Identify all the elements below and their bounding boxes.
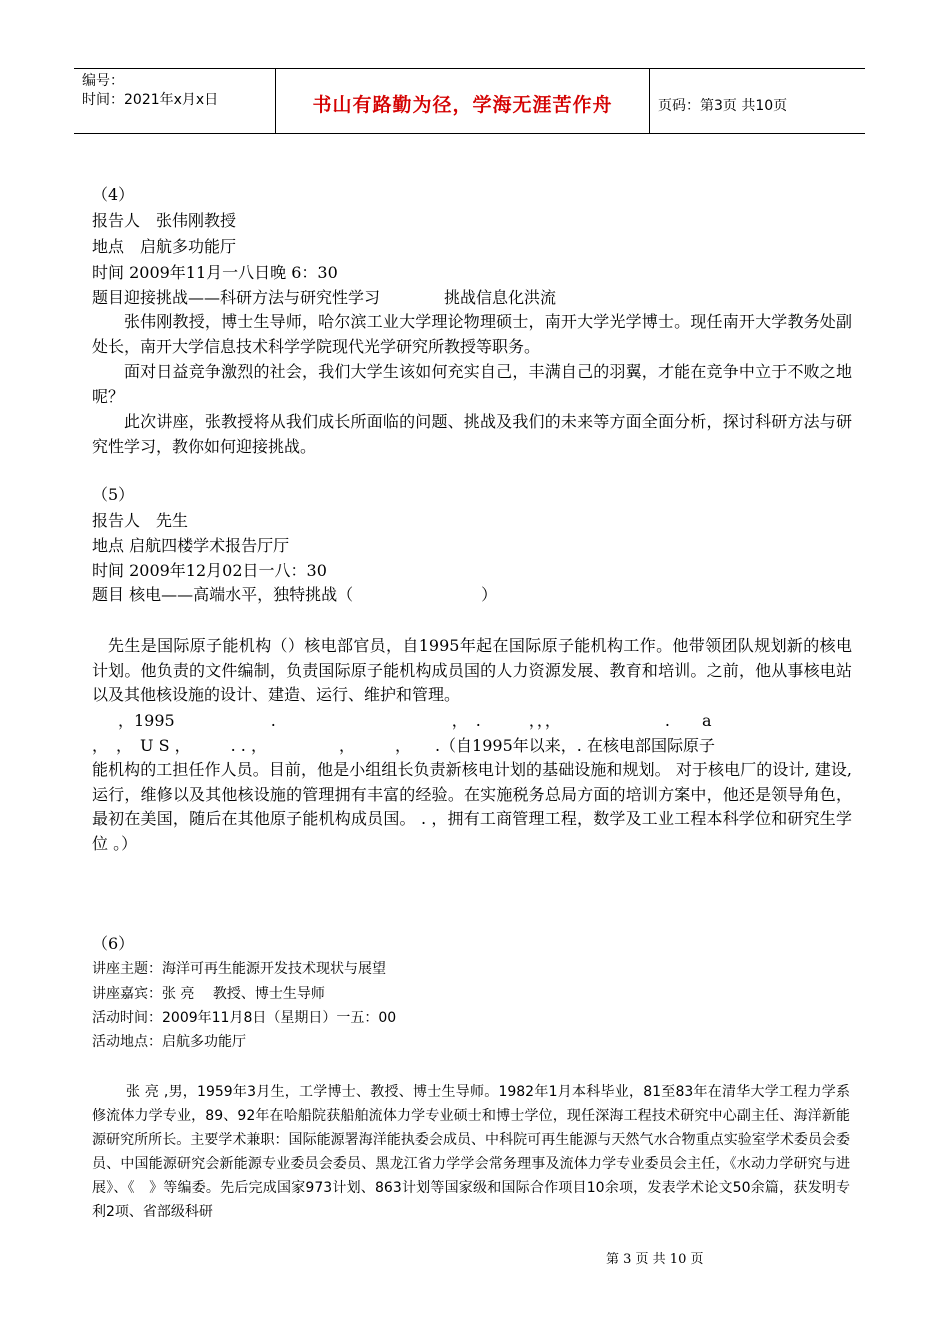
section4-paragraph-3: 此次讲座，张教授将从我们成长所面临的问题、挑战及我们的未来等方面全面分析，探讨科研方法与研究性学习，教你如何迎接挑战。 [92,412,852,456]
section6-number: （6） [92,934,135,953]
section6-guest: 讲座嘉宾：张 亮 教授、博士生导师 [92,986,325,1002]
section4-paragraph-1: 张伟刚教授，博士生导师，哈尔滨工业大学理论物理硕士，南开大学光学博士。现任南开大学教务处副处长，南开大学信息技术科学学院现代光学研究所教授等职务。 [92,312,852,356]
section5-body-2: 能机构的工担任作人员。目前，他是小组组长负责新核电计划的基础设施和规划。 对于核电厂的设计, 建设, 运行，维修以及其他核设施的管理拥有丰富的经验。在实施税务总局方面的培训方案中，他还是领导角色，最初在美国，随后在其他原子能机构成员国。 . ，拥有工商管理工程，数学及工业工程本科学位和研究生学位 。） [92,760,852,853]
section5-body: 先生是国际原子能机构（）核电部官员，自1995年起在国际原子能机构工作。他带领团队规划新的核电计划。他负责的文件编制，负责国际原子能机构成员国的人力资源发展、教育和培训。之前，他从事核电站以及其他核设施的设计、建造、运行、维护和管理。 [92,636,852,704]
header-left-cell [74,69,274,133]
header-page-label: 页码：第3页 共10页 [658,98,788,114]
section4-topic: 题目迎接挑战——科研方法与研究性学习 挑战信息化洪流 [92,288,557,307]
section6-time: 活动时间：2009年11月8日（星期日）一五：00 [92,1010,397,1026]
section4-time: 时间 2009年11月一八日晚 6：30 [92,263,338,282]
section4-place: 地点 启航多功能厅 [92,237,237,256]
section5-time: 时间 2009年12月02日一八：30 [92,561,327,580]
doc-time-label: 时间：2021年x月x日 [82,92,219,108]
header-center-cell [275,69,650,133]
doc-number-label: 编号： [82,73,124,89]
page-header [74,68,865,134]
section6-bio: 张 亮 ,男，1959年3月生，工学博士、教授、博士生导师。1982年1月本科毕业，81至83年在清华大学工程力学系修流体力学专业，89、92年在哈船院获船舶流体力学专业硕士和博士学位，现任深海工程技术研究中心副主任、海洋新能源研究所所长。主要学术兼职：国际能源署海洋能执委会成员、中科院可再生能源与天然气水合物重点实验室学术委员会委员、中国能源研究会新能源专业委员会委员、黑龙江省力学学会常务理事及流体力学专业委员会主任，《水动力学研究与进展》、《 》等编委。先后完成国家973计划、863计划等国家级和国际合作项目10余项，发表学术论文50余篇，获发明专利2项、省部级科研 [92,1084,850,1220]
section6-topic: 讲座主题：海洋可再生能源开发技术现状与展望 [92,961,386,977]
section5-number: （5） [92,485,135,504]
section4-paragraph-2: 面对日益竞争激烈的社会，我们大学生该如何充实自己，丰满自己的羽翼，才能在竞争中立于不败之地呢？ [92,362,852,406]
section6-place: 活动地点：启航多功能厅 [92,1034,246,1050]
section5-topic: 题目 核电——高端水平，独特挑战（ ） [92,585,498,604]
header-motto: 书山有路勤为径，学海无涯苦作舟 [312,94,613,116]
section5-place: 地点 启航四楼学术报告厅厅 [92,536,290,555]
header-right-cell [650,69,865,133]
section5-english-line-1: ，1995 . ， . ，，， . a [118,711,712,730]
section4-speaker: 报告人 张伟刚教授 [92,211,237,230]
section5-speaker: 报告人 先生 [92,511,189,530]
section5-english-line-2: ， ， U S ， . . ， ， ， .（自1995年以来，. 在核电部国际原子 [92,736,715,755]
section4-number: （4） [92,185,135,204]
page-footer: 第 3 页 共 10 页 [606,1252,704,1267]
